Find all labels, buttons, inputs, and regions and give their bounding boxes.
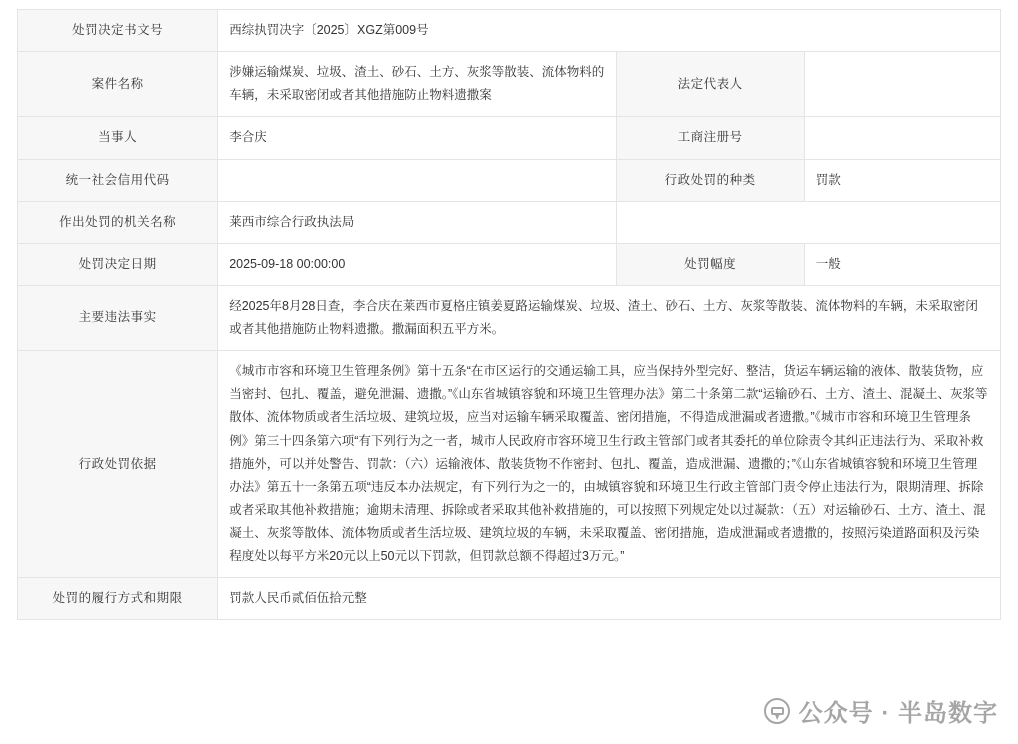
row-value-case-name: 涉嫌运输煤炭、垃圾、渣土、砂石、土方、灰浆等散装、流体物料的车辆，未采取密闭或者其他措施防止物料遗撒案 (218, 52, 616, 117)
table-row (18, 285, 1001, 350)
penalty-decision-table (17, 9, 1001, 620)
row-label-legal-basis: 行政处罚依据 (18, 351, 218, 578)
watermark (764, 693, 998, 728)
row-value-authority-name: 莱西市综合行政执法局 (218, 201, 616, 243)
row-value-unified-credit-code (218, 159, 616, 201)
table-row (18, 243, 1001, 285)
megaphone-icon (764, 698, 790, 724)
table-row (18, 201, 1001, 243)
table-row (18, 159, 1001, 201)
table-row (18, 351, 1001, 578)
row-label-unified-credit-code: 统一社会信用代码 (18, 159, 218, 201)
row-value-party: 李合庆 (218, 117, 616, 159)
row-value-main-facts: 经2025年8月28日查，李合庆在莱西市夏格庄镇姜夏路运输煤炭、垃圾、渣土、砂石、土方、灰浆等散装、流体物料的车辆，未采取密闭或者其他措施防止物料遗撒。撒漏面积五平方米。 (218, 285, 1001, 350)
table-row (18, 10, 1001, 52)
row-value-performance-method: 罚款人民币贰佰伍拾元整 (218, 578, 1001, 620)
row-label-case-name: 案件名称 (18, 52, 218, 117)
watermark-text: 公众号 · 半岛数字 (798, 700, 998, 727)
row-label-decision-date: 处罚决定日期 (18, 243, 218, 285)
row-value-legal-representative (804, 52, 1000, 117)
table-row (18, 578, 1001, 620)
row-label-penalty-range: 处罚幅度 (616, 243, 804, 285)
row-label-penalty-type: 行政处罚的种类 (616, 159, 804, 201)
row-label-authority-name: 作出处罚的机关名称 (18, 201, 218, 243)
row-value-penalty-range: 一般 (804, 243, 1000, 285)
row-value-decision-number: 西综执罚决字〔2025〕XGZ第009号 (218, 10, 1001, 52)
row-value-decision-date: 2025-09-18 00:00:00 (218, 243, 616, 285)
row-value-legal-basis: 《城市市容和环境卫生管理条例》第十五条“在市区运行的交通运输工具，应当保持外型完好、整洁，货运车辆运输的液体、散装货物，应当密封、包扎、覆盖，避免泄漏、遗撒。”《山东省城镇容貌和环境卫生管理办法》第二十条第二款“运输砂石、土方、渣土、混凝土、灰浆等散体、流体物质或者生活垃圾、建筑垃圾，应当对运输车辆采取覆盖、密闭措施，不得造成泄漏或者遗撒。”《城市市容和环境卫生管理条例》第三十四条第六项“有下列行为之一者，城市人民政府市容环境卫生行政主管部门或者其委托的单位除责令其纠正违法行为、采取补救措施外，可以并处警告、罚款：（六）运输液体、散装货物不作密封、包扎、覆盖，造成泄漏、遗撒的；”《山东省城镇容貌和环境卫生管理办法》第五十一条第五项“违反本办法规定，有下列行为之一的，由城镇容貌和环境卫生行政主管部门责令停止违法行为，限期清理、拆除或者采取其他补救措施；逾期未清理、拆除或者采取其他补救措施的，可以按照下列规定处以过凝款：（五）对运输砂石、土方、渣土、混凝土、灰浆等散体、流体物质或者生活垃圾、建筑垃圾的车辆，未采取覆盖、密闭措施，造成泄漏或者遗撒的，按照污染道路面积及污染程度处以每平方米20元以上50元以下罚款，但罚款总额不得超过3万元。” (218, 351, 1001, 578)
row-value-penalty-type: 罚款 (804, 159, 1000, 201)
row-label-legal-representative: 法定代表人 (616, 52, 804, 117)
row-label-main-facts: 主要违法事实 (18, 285, 218, 350)
row-label-decision-number: 处罚决定书文号 (18, 10, 218, 52)
document-page (0, 9, 1018, 744)
row-label-performance-method: 处罚的履行方式和期限 (18, 578, 218, 620)
row-label-business-registration-number: 工商注册号 (616, 117, 804, 159)
row-value-business-registration-number (804, 117, 1000, 159)
row-label-party: 当事人 (18, 117, 218, 159)
table-row (18, 52, 1001, 117)
row-value-authority-extra (616, 201, 1000, 243)
table-row (18, 117, 1001, 159)
